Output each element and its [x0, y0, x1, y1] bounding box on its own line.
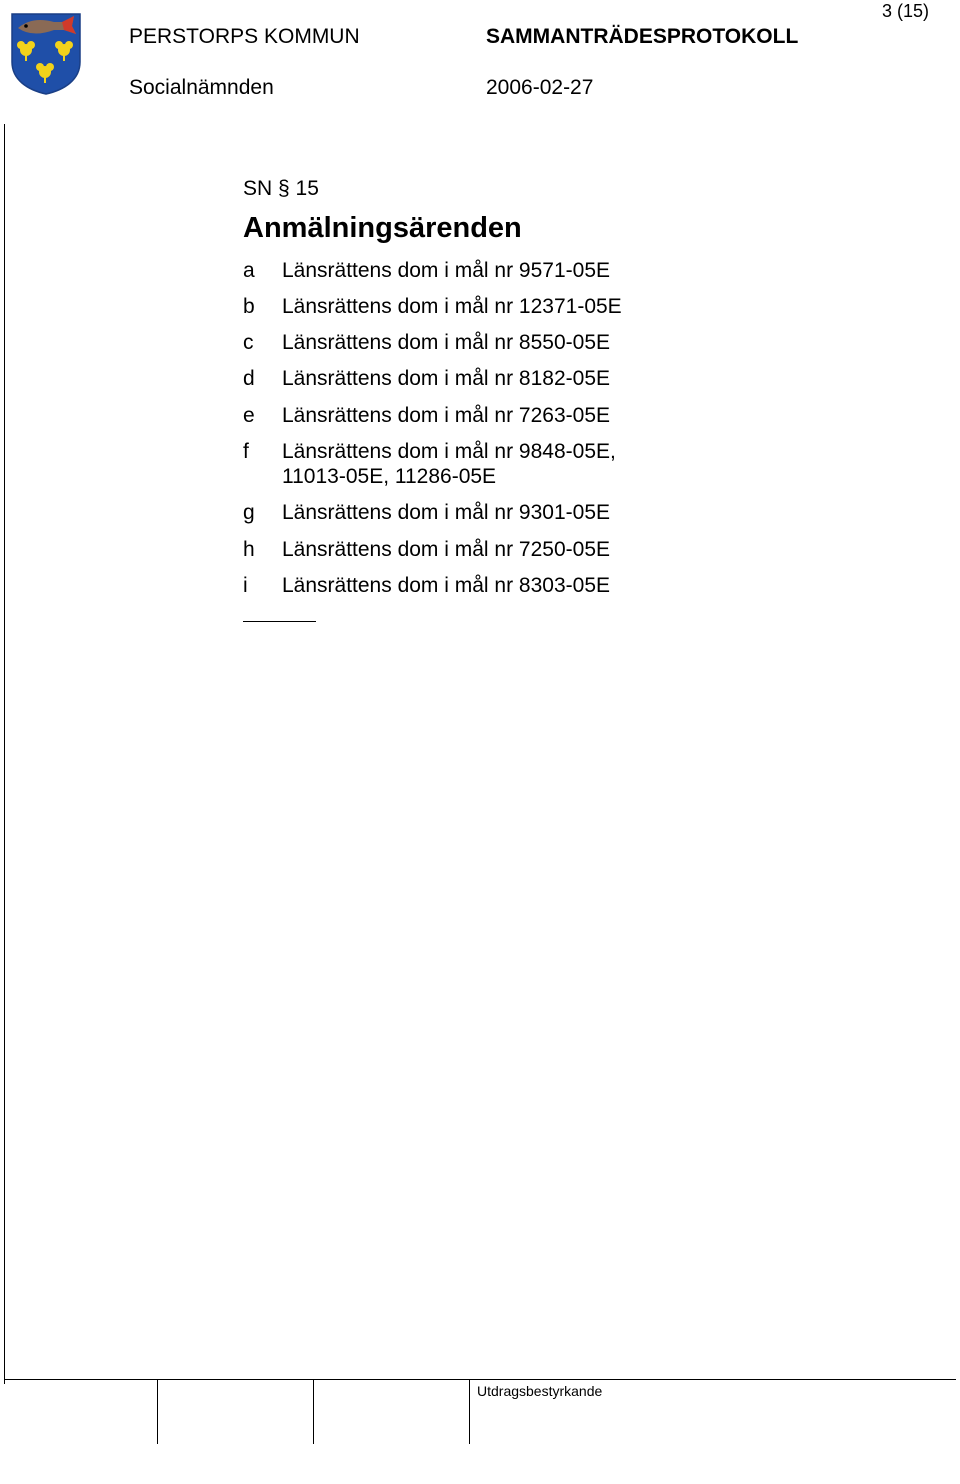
committee-name: Socialnämnden — [129, 76, 274, 99]
item-letter: c — [243, 331, 254, 354]
item-letter: a — [243, 259, 255, 282]
signature-box-divider — [313, 1380, 314, 1444]
item-letter: b — [243, 295, 255, 318]
left-margin-rule — [4, 124, 5, 1384]
item-letter: d — [243, 367, 255, 390]
meeting-date: 2006-02-27 — [486, 76, 594, 99]
item-letter: i — [243, 574, 248, 597]
item-letter: e — [243, 404, 255, 427]
item-text: Länsrättens dom i mål nr 9848-05E, 11013-05E, 11286-05E — [282, 440, 616, 488]
municipal-crest-icon — [10, 12, 82, 96]
item-text: Länsrättens dom i mål nr 8550-05E — [282, 331, 611, 354]
item-text: Länsrättens dom i mål nr 12371-05E — [282, 295, 622, 318]
item-text: Länsrättens dom i mål nr 7250-05E — [282, 538, 611, 561]
signature-box-divider — [157, 1380, 158, 1444]
document-type: SAMMANTRÄDESPROTOKOLL — [486, 25, 799, 48]
page-number: 3 (15) — [882, 1, 930, 21]
item-letter: g — [243, 501, 255, 524]
item-text: Länsrättens dom i mål nr 7263-05E — [282, 404, 611, 427]
item-text: Länsrättens dom i mål nr 9301-05E — [282, 501, 611, 524]
item-text: Länsrättens dom i mål nr 8182-05E — [282, 367, 611, 390]
org-name: PERSTORPS KOMMUN — [129, 25, 360, 48]
certification-label: Utdragsbestyrkande — [477, 1383, 603, 1399]
item-letter: f — [243, 440, 249, 463]
item-letter: h — [243, 538, 255, 561]
signature-box-divider — [469, 1380, 470, 1444]
section-number: SN § 15 — [243, 177, 319, 200]
footer-rule — [4, 1379, 956, 1380]
item-text: Länsrättens dom i mål nr 9571-05E — [282, 259, 611, 282]
item-text: Länsrättens dom i mål nr 8303-05E — [282, 574, 611, 597]
section-title: Anmälningsärenden — [243, 212, 522, 244]
section-end-rule — [243, 621, 316, 622]
